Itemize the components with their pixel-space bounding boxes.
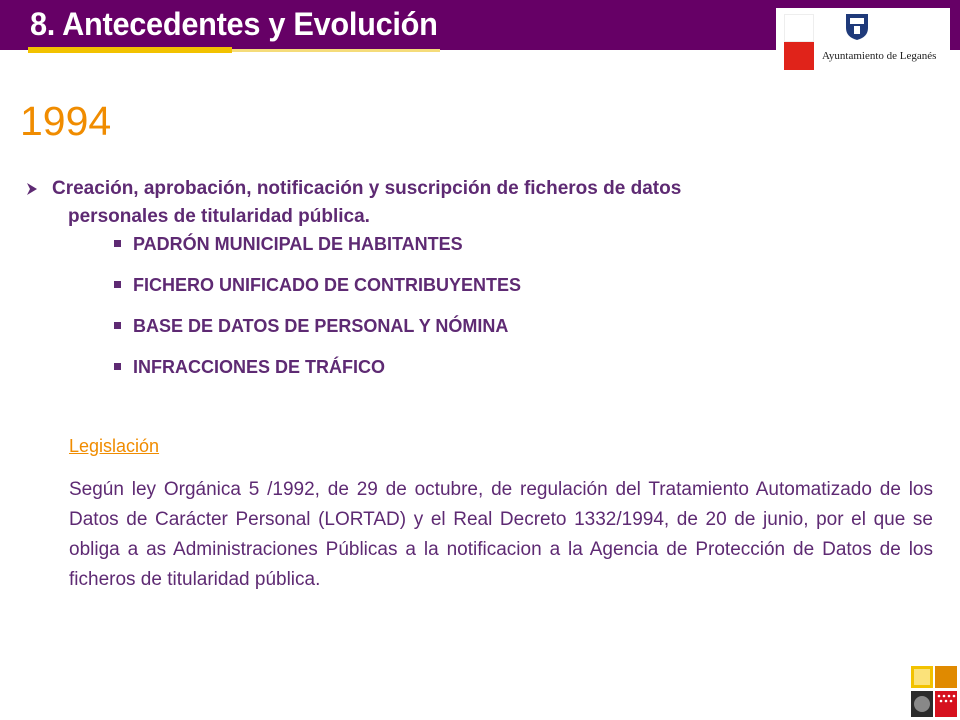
legislation-paragraph: Según ley Orgánica 5 /1992, de 29 de octubre, de regulación del Tratamiento Automatizado de los Datos de Carácter Personal (LORTAD) y el Real Decreto 1332/1994, de 20 de junio, por el que se obliga a as Administraciones Públicas a la notificacion a la Agencia de Protección de Datos de los ficheros de titularidad pública.: [69, 479, 933, 590]
title-underline: [28, 47, 232, 53]
square-bullet-icon: [114, 240, 121, 247]
logo-text: Ayuntamiento de Leganés: [822, 50, 937, 62]
legislation-link[interactable]: Legislación: [69, 436, 160, 456]
title-underline-light: [232, 49, 440, 52]
list-item: [114, 275, 521, 296]
year-heading: 1994: [20, 98, 112, 144]
list-item-label: BASE DE DATOS DE PERSONAL Y NÓMINA: [133, 316, 509, 336]
list-item-label: INFRACCIONES DE TRÁFICO: [133, 357, 385, 377]
square-bullet-icon: [114, 363, 121, 370]
list-item-label: FICHERO UNIFICADO DE CONTRIBUYENTES: [133, 275, 522, 295]
list-item: [114, 357, 385, 378]
list-item: [114, 234, 463, 255]
list-item: [114, 316, 508, 337]
square-bullet-icon: [114, 281, 121, 288]
list-item-label: PADRÓN MUNICIPAL DE HABITANTES: [133, 234, 463, 254]
main-bullet-line1: Creación, aprobación, notificación y suscripción de ficheros de datos: [52, 178, 682, 199]
main-bullet-line2: personales de titularidad pública.: [68, 206, 370, 227]
square-bullet-icon: [114, 322, 121, 329]
comunidad-madrid-logo-icon: [908, 662, 960, 720]
logo-white-square: [784, 14, 814, 42]
slide-title: 8. Antecedentes y Evolución: [30, 6, 438, 42]
